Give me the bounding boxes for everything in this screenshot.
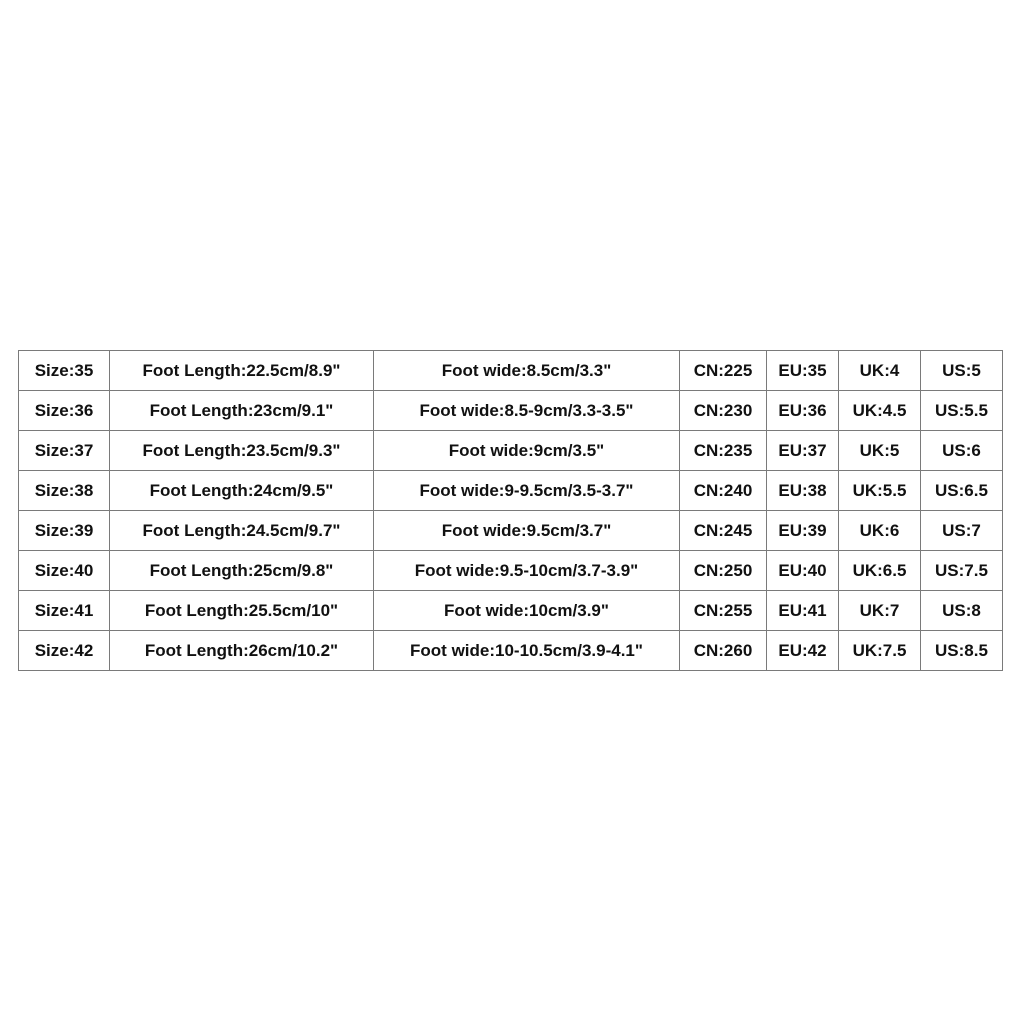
table-row — [19, 391, 1003, 431]
uk-size-cell: UK:5 — [839, 431, 921, 471]
us-size-cell: US:5.5 — [921, 391, 1003, 431]
size-cell: Size:36 — [19, 391, 110, 431]
cn-size-cell: CN:260 — [680, 631, 767, 671]
table-row — [19, 591, 1003, 631]
uk-size-cell: UK:5.5 — [839, 471, 921, 511]
foot-length-cell: Foot Length:24.5cm/9.7" — [110, 511, 374, 551]
eu-size-cell: EU:37 — [767, 431, 839, 471]
cn-size-cell: CN:240 — [680, 471, 767, 511]
table-row — [19, 431, 1003, 471]
size-cell: Size:39 — [19, 511, 110, 551]
foot-wide-cell: Foot wide:9.5cm/3.7" — [374, 511, 680, 551]
cn-size-cell: CN:255 — [680, 591, 767, 631]
cn-size-cell: CN:230 — [680, 391, 767, 431]
foot-length-cell: Foot Length:25cm/9.8" — [110, 551, 374, 591]
size-cell: Size:41 — [19, 591, 110, 631]
foot-wide-cell: Foot wide:8.5cm/3.3" — [374, 351, 680, 391]
table-row — [19, 471, 1003, 511]
eu-size-cell: EU:38 — [767, 471, 839, 511]
uk-size-cell: UK:6 — [839, 511, 921, 551]
size-chart-table — [18, 350, 1003, 671]
foot-length-cell: Foot Length:22.5cm/8.9" — [110, 351, 374, 391]
us-size-cell: US:7.5 — [921, 551, 1003, 591]
size-cell: Size:38 — [19, 471, 110, 511]
uk-size-cell: UK:7.5 — [839, 631, 921, 671]
foot-wide-cell: Foot wide:10-10.5cm/3.9-4.1" — [374, 631, 680, 671]
us-size-cell: US:6.5 — [921, 471, 1003, 511]
cn-size-cell: CN:225 — [680, 351, 767, 391]
us-size-cell: US:7 — [921, 511, 1003, 551]
us-size-cell: US:8.5 — [921, 631, 1003, 671]
foot-length-cell: Foot Length:24cm/9.5" — [110, 471, 374, 511]
eu-size-cell: EU:40 — [767, 551, 839, 591]
foot-wide-cell: Foot wide:9cm/3.5" — [374, 431, 680, 471]
foot-wide-cell: Foot wide:10cm/3.9" — [374, 591, 680, 631]
eu-size-cell: EU:41 — [767, 591, 839, 631]
us-size-cell: US:5 — [921, 351, 1003, 391]
table-row — [19, 631, 1003, 671]
eu-size-cell: EU:36 — [767, 391, 839, 431]
foot-length-cell: Foot Length:26cm/10.2" — [110, 631, 374, 671]
table-row — [19, 511, 1003, 551]
cn-size-cell: CN:245 — [680, 511, 767, 551]
table-row — [19, 551, 1003, 591]
table-row — [19, 351, 1003, 391]
size-cell: Size:37 — [19, 431, 110, 471]
size-cell: Size:42 — [19, 631, 110, 671]
foot-wide-cell: Foot wide:9.5-10cm/3.7-3.9" — [374, 551, 680, 591]
foot-wide-cell: Foot wide:9-9.5cm/3.5-3.7" — [374, 471, 680, 511]
us-size-cell: US:6 — [921, 431, 1003, 471]
size-cell: Size:35 — [19, 351, 110, 391]
foot-length-cell: Foot Length:25.5cm/10" — [110, 591, 374, 631]
eu-size-cell: EU:35 — [767, 351, 839, 391]
uk-size-cell: UK:4 — [839, 351, 921, 391]
eu-size-cell: EU:39 — [767, 511, 839, 551]
us-size-cell: US:8 — [921, 591, 1003, 631]
uk-size-cell: UK:7 — [839, 591, 921, 631]
cn-size-cell: CN:250 — [680, 551, 767, 591]
foot-length-cell: Foot Length:23cm/9.1" — [110, 391, 374, 431]
eu-size-cell: EU:42 — [767, 631, 839, 671]
uk-size-cell: UK:6.5 — [839, 551, 921, 591]
foot-length-cell: Foot Length:23.5cm/9.3" — [110, 431, 374, 471]
foot-wide-cell: Foot wide:8.5-9cm/3.3-3.5" — [374, 391, 680, 431]
cn-size-cell: CN:235 — [680, 431, 767, 471]
uk-size-cell: UK:4.5 — [839, 391, 921, 431]
size-cell: Size:40 — [19, 551, 110, 591]
